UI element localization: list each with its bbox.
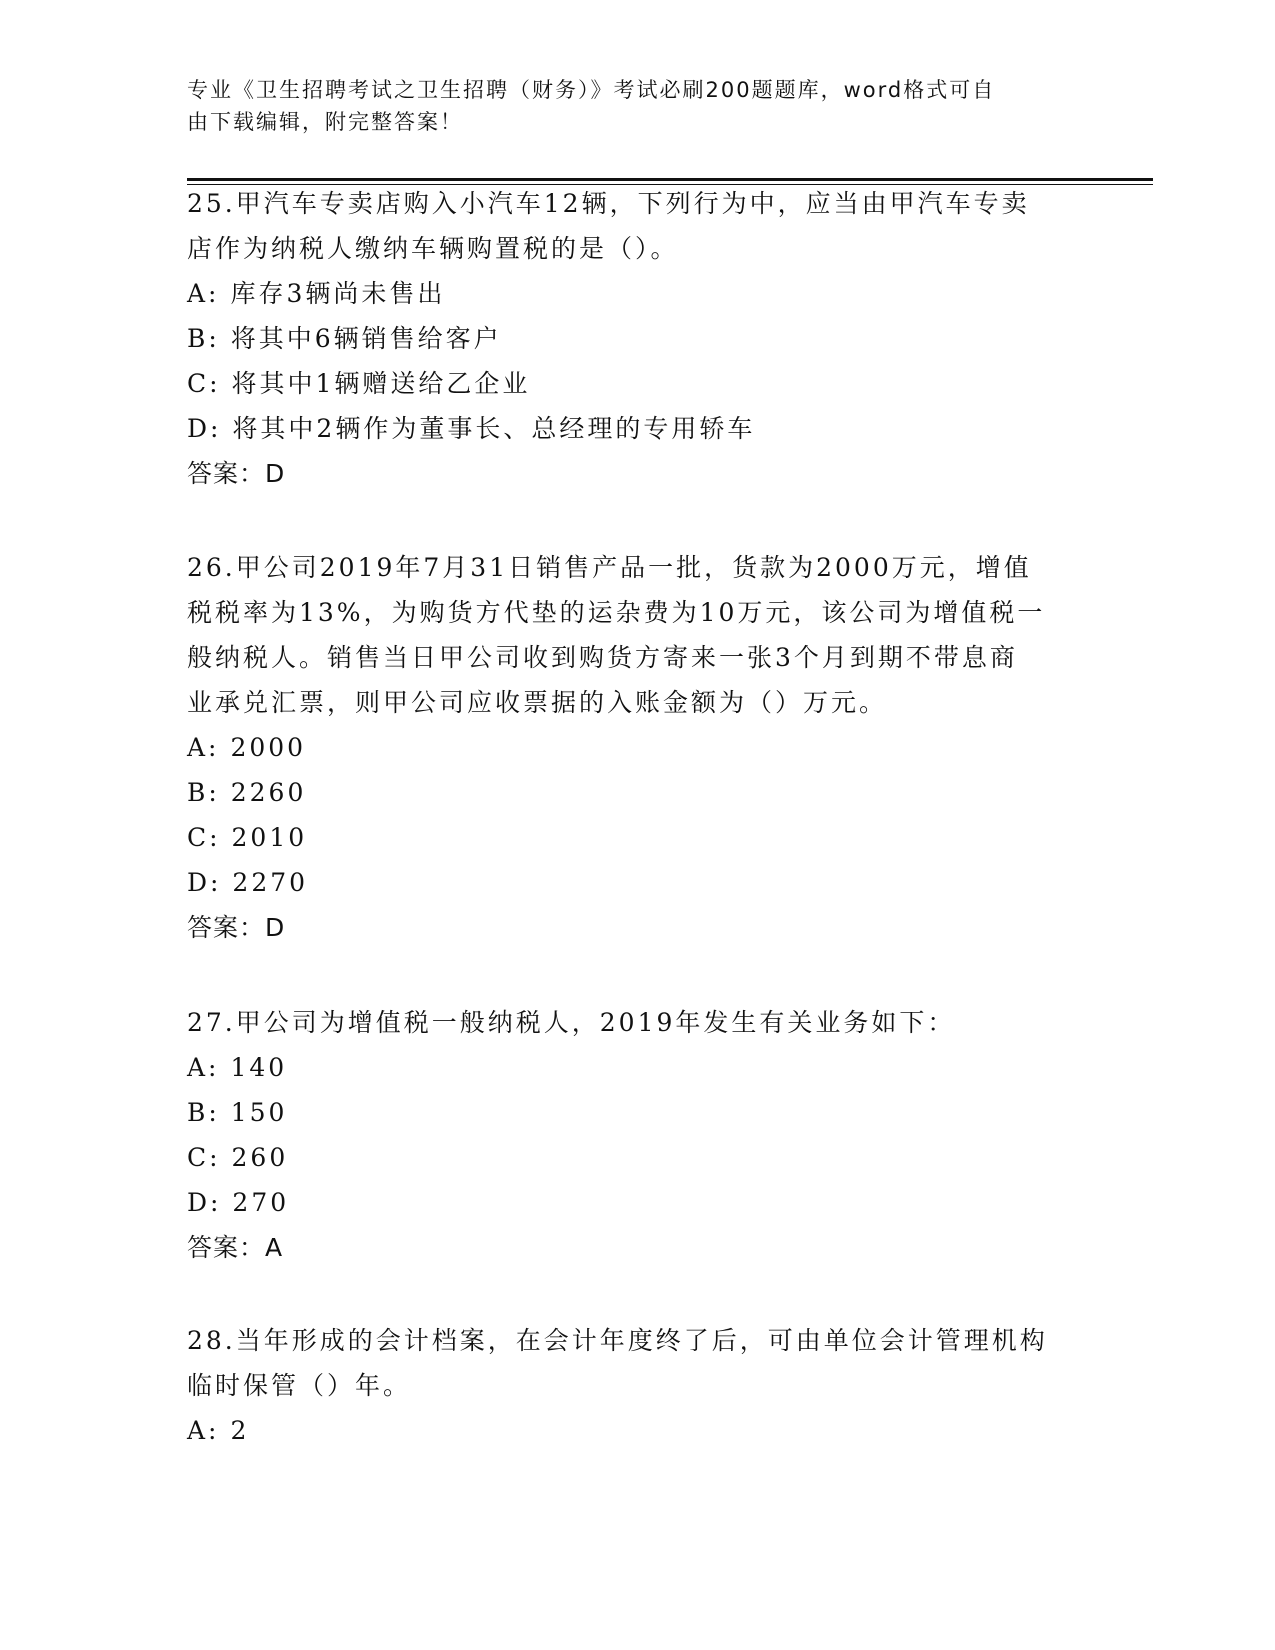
option-label: C: <box>187 369 221 398</box>
option-label: D: <box>187 1188 222 1217</box>
option-b <box>187 316 1087 361</box>
option-d <box>187 860 1087 905</box>
answer-value: D <box>265 459 286 488</box>
option-text: 2260 <box>230 778 307 807</box>
question-text-line: 27.甲公司为增值税一般纳税人，2019年发生有关业务如下： <box>187 1008 956 1037</box>
header-line-2: 由下载编辑，附完整答案！ <box>187 110 463 134</box>
question-text-line: 业承兑汇票，则甲公司应收票据的入账金额为（）万元。 <box>187 688 888 717</box>
option-text: 270 <box>232 1188 290 1217</box>
option-a <box>187 1045 1087 1090</box>
option-text: 2010 <box>231 823 308 852</box>
answer-value: D <box>265 913 286 942</box>
question-26 <box>187 545 1087 950</box>
option-text: 库存3辆尚未售出 <box>230 279 446 308</box>
option-label: A: <box>187 1416 220 1445</box>
option-label: C: <box>187 823 221 852</box>
option-label: A: <box>187 279 220 308</box>
question-text-line: 店作为纳税人缴纳车辆购置税的是（）。 <box>187 234 679 263</box>
option-label: A: <box>187 733 220 762</box>
option-text: 将其中2辆作为董事长、总经理的专用轿车 <box>232 414 756 443</box>
answer-label: 答案： <box>187 913 266 942</box>
option-c <box>187 361 1087 406</box>
option-b <box>187 1090 1087 1135</box>
option-text: 2 <box>230 1416 250 1445</box>
answer-line <box>187 1225 1087 1270</box>
question-text-line: 临时保管（）年。 <box>187 1371 412 1400</box>
document-header <box>187 74 1067 138</box>
option-label: C: <box>187 1143 221 1172</box>
answer-label: 答案： <box>187 1233 266 1262</box>
question-28 <box>187 1318 1087 1453</box>
question-text-line: 26.甲公司2019年7月31日销售产品一批，货款为2000万元，增值 <box>187 553 1032 582</box>
option-label: D: <box>187 868 222 897</box>
option-c <box>187 1135 1087 1180</box>
option-a <box>187 271 1087 316</box>
option-text: 2270 <box>232 868 309 897</box>
question-text-line: 般纳税人。销售当日甲公司收到购货方寄来一张3个月到期不带息商 <box>187 643 1018 672</box>
option-b <box>187 770 1087 815</box>
option-c <box>187 815 1087 860</box>
option-label: D: <box>187 414 222 443</box>
question-25 <box>187 181 1087 496</box>
option-text: 140 <box>230 1053 288 1082</box>
option-text: 150 <box>230 1098 288 1127</box>
header-line-1: 专业《卫生招聘考试之卫生招聘（财务）》考试必刷200题题库，word格式可自 <box>187 78 996 102</box>
answer-label: 答案： <box>187 459 266 488</box>
option-d <box>187 406 1087 451</box>
answer-value: A <box>265 1233 284 1262</box>
question-text-line: 税税率为13%，为购货方代垫的运杂费为10万元，该公司为增值税一 <box>187 598 1046 627</box>
option-text: 260 <box>231 1143 289 1172</box>
option-label: B: <box>187 778 220 807</box>
option-label: A: <box>187 1053 220 1082</box>
option-text: 2000 <box>230 733 307 762</box>
option-a <box>187 1408 1087 1453</box>
question-text-line: 28.当年形成的会计档案，在会计年度终了后，可由单位会计管理机构 <box>187 1326 1048 1355</box>
option-a <box>187 725 1087 770</box>
option-d <box>187 1180 1087 1225</box>
answer-line <box>187 905 1087 950</box>
option-text: 将其中1辆赠送给乙企业 <box>231 369 531 398</box>
option-label: B: <box>187 324 220 353</box>
question-text-line: 25.甲汽车专卖店购入小汽车12辆，下列行为中，应当由甲汽车专卖 <box>187 189 1030 218</box>
option-text: 将其中6辆销售给客户 <box>230 324 502 353</box>
question-27 <box>187 1000 1087 1270</box>
option-label: B: <box>187 1098 220 1127</box>
answer-line <box>187 451 1087 496</box>
